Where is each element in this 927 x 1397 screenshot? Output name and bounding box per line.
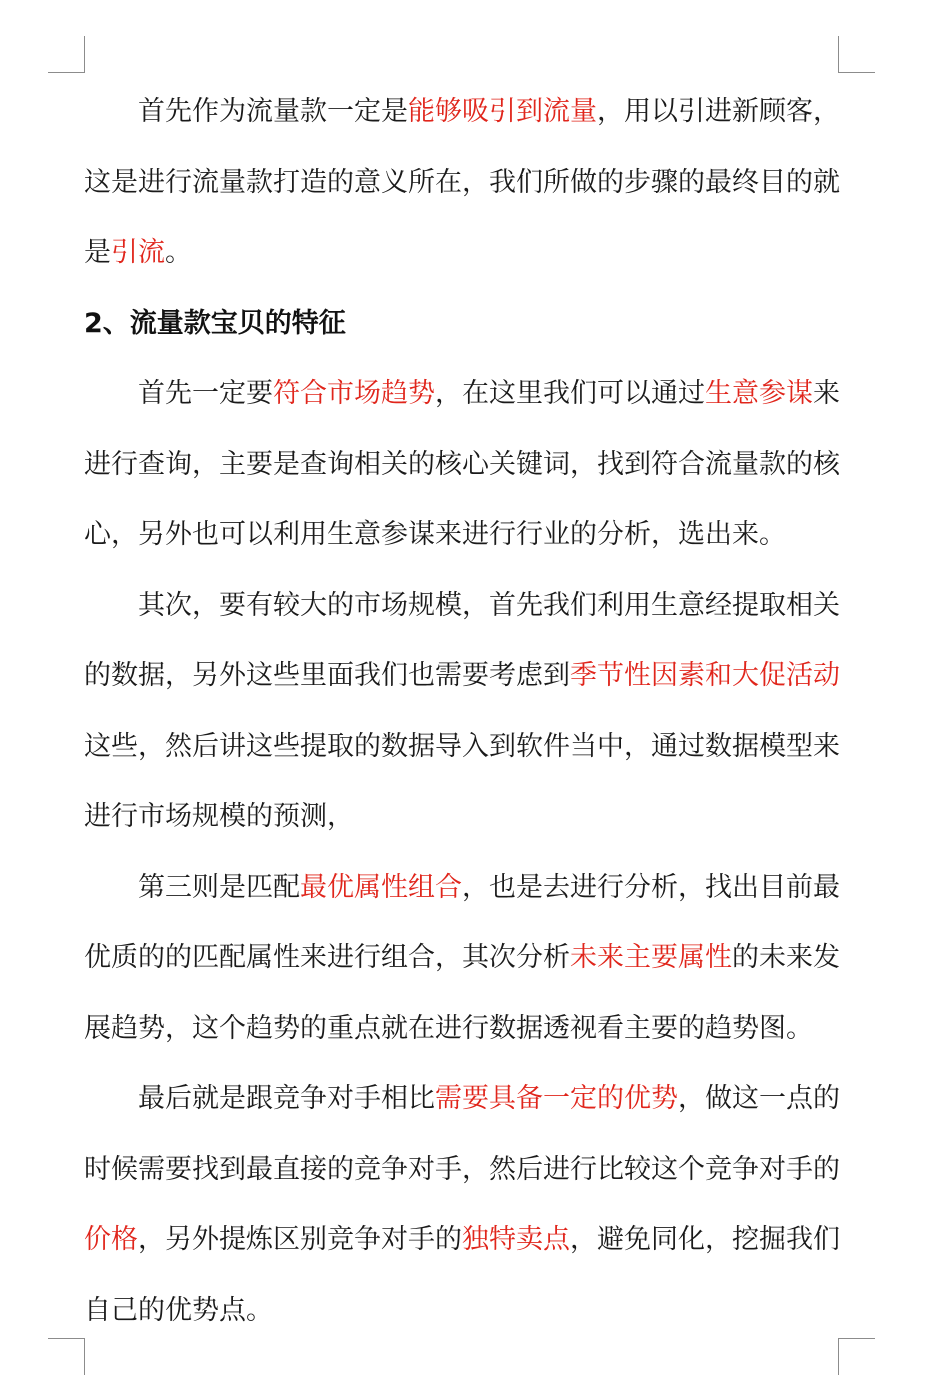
paragraph-text: 首先一定要	[138, 378, 273, 409]
corner-mark-top-left	[48, 36, 85, 73]
paragraph-text: ，也是去进行分析，找出目前最优质的的匹配属性来进行组合，其次分析	[84, 871, 840, 973]
paragraph-text: 第三则是匹配	[138, 871, 300, 903]
highlight-text: 最优属性组合	[300, 871, 462, 903]
paragraph-text: 最后就是跟竞争对手相比	[138, 1083, 435, 1114]
paragraph-text: ，另外提炼区别竞争对手的	[138, 1224, 462, 1255]
paragraph-text: 的未来发展趋势，这个趋势的重点就在进行数据透视看主要的趋势图。	[84, 942, 840, 1044]
highlight-text: 独特卖点	[462, 1224, 570, 1255]
paragraph-text: 这些，然后讲这些提取的数据导入到软件当中，通过数据模型来进行市场规模的预测，	[84, 730, 840, 832]
paragraph-text: 首先作为流量款一定是	[138, 96, 408, 127]
highlight-text: 季节性因素和大促活动	[570, 660, 840, 691]
paragraph-competitive-advantage	[84, 1064, 840, 1346]
paragraph-text: 。	[165, 237, 192, 268]
highlight-text: 生意参谋	[705, 378, 813, 409]
paragraph-market-trend	[84, 359, 840, 571]
highlight-text: 未来主要属性	[570, 942, 732, 973]
paragraph-text: ，用以引进新顾客，这是进行流量款打造的意义所在，我们所做的步骤的最终目的就是	[84, 96, 840, 268]
corner-mark-bottom-left	[48, 1338, 85, 1375]
highlight-text: 能够吸引到流量	[408, 96, 597, 127]
section-heading: 2、流量款宝贝的特征	[84, 307, 346, 339]
corner-mark-top-right	[838, 36, 875, 73]
document-body	[84, 77, 840, 1346]
paragraph-text: ，在这里我们可以通过	[435, 378, 705, 409]
corner-mark-bottom-right	[838, 1338, 875, 1375]
highlight-text: 需要具备一定的优势	[435, 1083, 678, 1114]
highlight-text: 价格	[84, 1224, 138, 1255]
paragraph-text: ，做这一点的时候需要找到最直接的竞争对手，然后进行比较这个竞争对手的	[84, 1083, 840, 1185]
paragraph-market-scale	[84, 571, 840, 853]
paragraph-intro	[84, 77, 840, 289]
highlight-text: 引流	[111, 237, 165, 268]
paragraph-text: 来进行查询，主要是查询相关的核心关键词，找到符合流量款的核心，另外也可以利用生意参谋来进行行业的分析，选出来。	[84, 378, 840, 550]
paragraph-text: ，避免同化，挖掘我们自己的优势点。	[84, 1224, 840, 1326]
paragraph-attribute-matching	[84, 853, 840, 1065]
highlight-text: 符合市场趋势	[273, 378, 435, 409]
paragraph-text: 其次，要有较大的市场规模，首先我们利用生意经提取相关的数据，另外这些里面我们也需要考虑到	[84, 589, 840, 691]
